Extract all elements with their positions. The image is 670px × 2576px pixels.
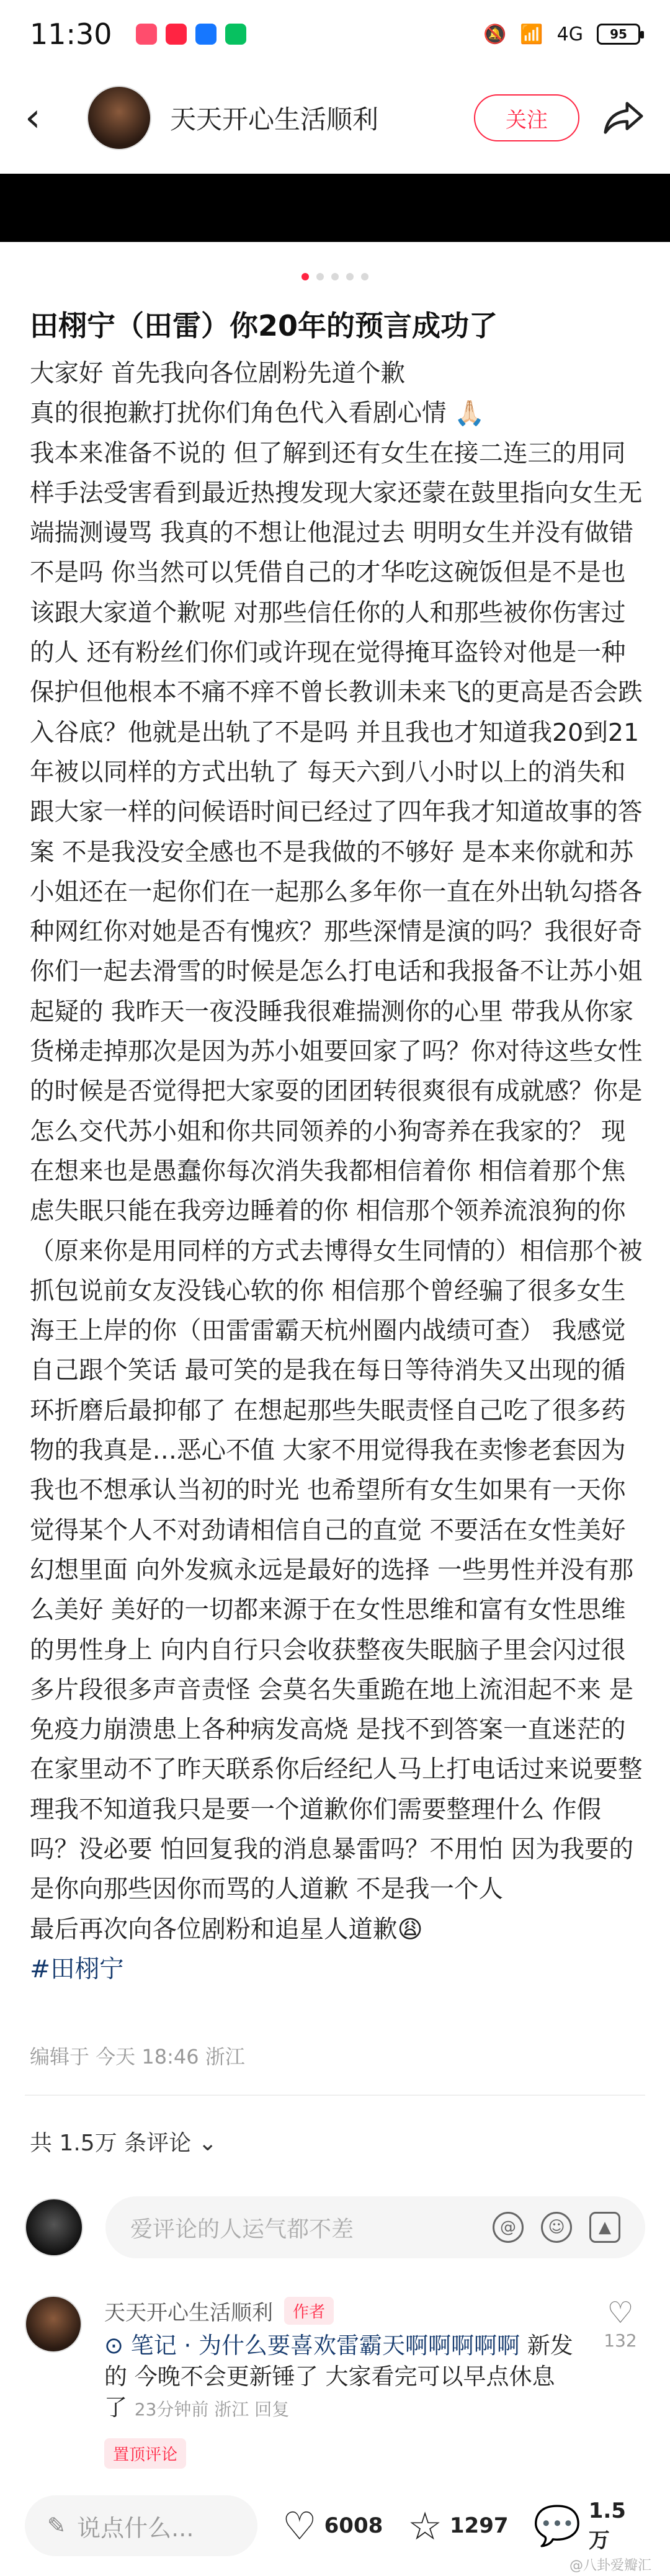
say-input-placeholder: 说点什么... [77, 2514, 194, 2542]
comment-input[interactable] [105, 2196, 645, 2258]
app-notification-icon [225, 24, 246, 45]
comment-total: 1.5万 [588, 2498, 626, 2553]
mention-icon[interactable]: @ [493, 2212, 524, 2243]
heart-icon: ♡ [282, 2503, 317, 2549]
author-badge: 作者 [284, 2297, 334, 2325]
post-body [30, 354, 644, 1989]
carousel-indicator [0, 273, 670, 280]
follow-button[interactable]: 关注 [474, 94, 579, 141]
post-paragraph: 我本来准备不说的 但了解到还有女生在接二连三的用同样手法受害看到最近热搜发现大家还蒙在鼓里指向女生无端揣测谩骂 我真的不想让他混过去 明明女生并没有做错不是吗 你当然可以凭借自己的才华吃这碗饭但是不是也该跟大家道个歉呢 对那些信任你的人和那些被你伤害过的人 还有粉丝们你们或许现在觉得掩耳盗铃对他是一种保护但他根本不痛不痒不曾长教训未来飞的更高是否会跌入谷底？他就是出轨了不是吗 并且我也才知道我20到21年被以同样的方式出轨了 每天六到八小时以上的消失和跟大家一样的问候语时间已经过了四年我才知道故事的答案 不是我没安全感也不是我做的不够好 是本来你就和苏小姐还在一起你们在一起那么多年你一直在外出轨勾搭各种网红你对她是否有愧疚？那些深情是演的吗？我很好奇你们一起去滑雪的时候是怎么打电话和我报备不让苏小姐起疑的 我昨天一夜没睡我很难揣测你的心里 带我从你家货梯走掉那次是因为苏小姐要回家了吗？你对待这些女性的时候是否觉得把大家耍的团团转很爽很有成就感？你是怎么交代苏小姐和你共同领养的小狗寄养在我家的？ 现在想来也是愚蠢你每次消失我都相信着你 相信着那个焦虑失眠只能在我旁边睡着的你 相信那个领养流浪狗的你（原来你是用同样的方式去博得女生同情的）相信那个被抓包说前女友没钱心软的你 相信那个曾经骗了很多女生海王上岸的你（田雷雷霸天杭州圈内战绩可查） 我感觉自己跟个笑话 最可笑的是我在每日等待消失又出现的循环折磨后最抑郁了 在想起那些失眠责怪自己吃了很多药物的我真是…恶心不值 大家不用觉得我在卖惨老套因为我也不想承认当初的时光 也希望所有女生如果有一天你觉得某个人不对劲请相信自己的直觉 不要活在女性美好幻想里面 向外发疯永远是最好的选择 一些男性并没有那么美好 美好的一切都来源于在女性思维和富有女性思维的男性身上 向内自行只会收获整夜失眠脑子里会闪过很多片段很多声音责怪 会莫名失重跪在地上流泪起不来 是免疫力崩溃患上各种病发高烧 是找不到答案一直迷茫的在家里动不了昨天联系你后经纪人马上打电话过来说要整理我不知道我只是要一个道歉你们需要整理什么 作假吗？没必要 怕回复我的消息暴雷吗？不用怕 因为我要的是你向那些因你而骂的人道歉 不是我一个人 [30, 439, 643, 1904]
carousel-dot [316, 273, 324, 280]
comment-input-row [25, 2190, 645, 2265]
like-button[interactable] [282, 2503, 383, 2549]
edit-meta: 编辑于 今天 18:46 浙江 [30, 2045, 245, 2068]
pinned-badge: 置顶评论 [104, 2438, 186, 2469]
pen-icon: ✎ [47, 2513, 66, 2539]
post-title: 田栩宁（田雷）你20年的预言成功了 [30, 309, 498, 342]
top-nav [0, 68, 670, 168]
carousel-dot [361, 273, 368, 280]
comment-item [25, 2289, 645, 2469]
like-count: 6008 [324, 2513, 383, 2538]
comment-button[interactable] [534, 2498, 645, 2554]
author-name[interactable]: 天天开心生活顺利 [170, 104, 379, 135]
post-paragraph: 真的很抱歉打扰你们角色代入看剧心情 🙏🏻 [30, 399, 485, 428]
comment-text [104, 2330, 576, 2425]
comment-like-button[interactable] [596, 2296, 645, 2351]
heart-icon: ♡ [607, 2296, 634, 2330]
wifi-icon: 📶 [520, 23, 543, 45]
carousel-dot [302, 273, 309, 280]
share-icon[interactable] [602, 96, 645, 140]
hashtag-link[interactable]: #田栩宁 [30, 1954, 124, 1983]
chevron-down-icon: ⌄ [198, 2131, 217, 2156]
status-time: 11:30 [30, 17, 112, 51]
status-bar [0, 0, 670, 68]
comment-avatar[interactable] [25, 2296, 82, 2353]
app-notification-icon [166, 24, 187, 45]
image-icon[interactable]: ▲ [589, 2212, 620, 2243]
carousel-dot [331, 273, 339, 280]
star-icon: ☆ [408, 2503, 442, 2549]
post-image[interactable] [0, 174, 670, 242]
comment-meta[interactable]: 23分钟前 浙江 回复 [134, 2399, 290, 2420]
comment-body: 新发的 今晚不会更新锤了 大家看完可以早点休息了 [104, 2332, 573, 2421]
post-paragraph: 最后再次向各位剧粉和追星人道歉😩 [30, 1915, 423, 1944]
favorite-button[interactable] [408, 2503, 508, 2549]
carousel-dot [346, 273, 354, 280]
post-paragraph: 大家好 首先我向各位剧粉先道个歉 [30, 359, 406, 388]
battery-icon [597, 24, 640, 45]
network-label: 4G [556, 23, 583, 45]
emoji-icon[interactable]: ☺ [541, 2212, 572, 2243]
status-indicators [483, 24, 640, 45]
back-icon[interactable]: ‹ [25, 95, 41, 141]
note-link[interactable]: ⊙ 笔记 · 为什么要喜欢雷霸天啊啊啊啊啊 [104, 2332, 520, 2359]
user-avatar[interactable] [25, 2198, 83, 2256]
say-input[interactable] [25, 2495, 257, 2556]
comment-like-count: 132 [604, 2330, 637, 2351]
favorite-count: 1297 [449, 2513, 509, 2538]
alipay-icon [195, 24, 217, 45]
mute-icon: 🔕 [483, 23, 507, 45]
watermark: @八卦爱瓣汇 [569, 2558, 651, 2574]
author-avatar[interactable] [87, 86, 151, 150]
divider [25, 2095, 645, 2096]
comment-author[interactable]: 天天开心生活顺利 [104, 2301, 273, 2325]
comment-count-label: 共 1.5万 条评论 [30, 2131, 192, 2156]
comment-input-placeholder: 爱评论的人运气都不差 [130, 2216, 354, 2242]
comment-count[interactable] [30, 2126, 217, 2157]
battery-level: 95 [610, 27, 627, 42]
comment-bubble-icon: 💬 [533, 2503, 581, 2548]
app-notification-icon [136, 24, 157, 45]
